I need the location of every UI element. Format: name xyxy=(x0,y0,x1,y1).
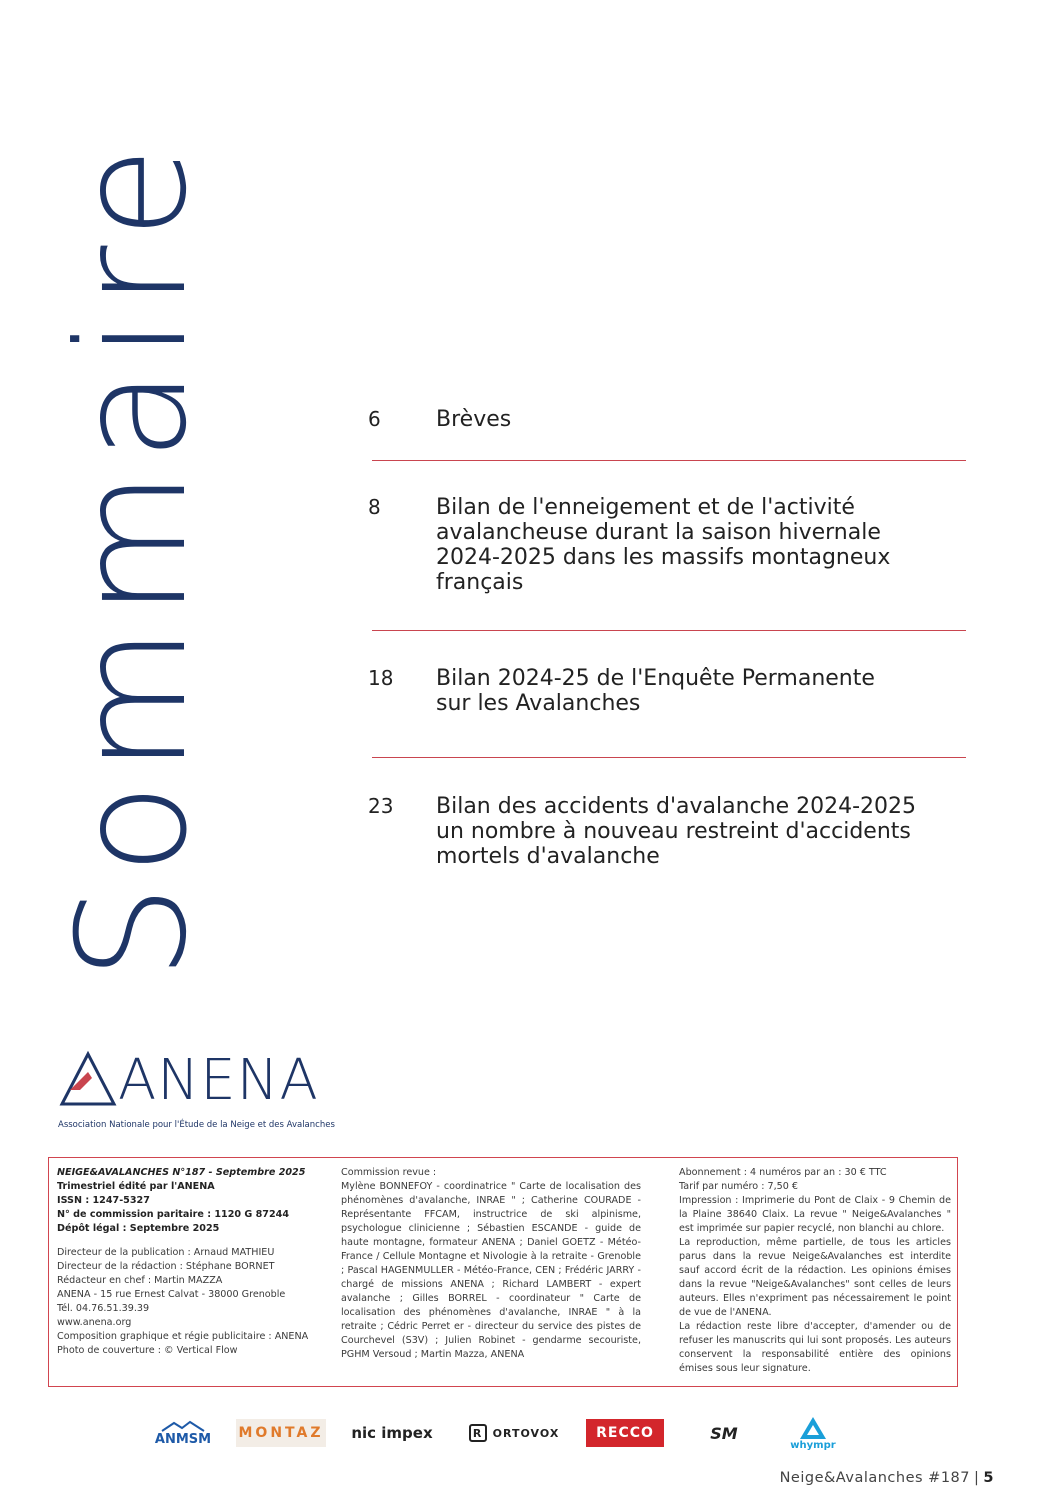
toc-entry-title xyxy=(436,666,956,716)
sm-logo: SM xyxy=(710,1423,738,1443)
recco-logo: RECCO xyxy=(586,1419,664,1447)
toc-title-line: sur les Avalanches xyxy=(436,691,641,716)
toc-page-number: 18 xyxy=(368,666,394,690)
toc-entry-title xyxy=(436,407,956,432)
colophon-line: Trimestriel édité par l'ANENA xyxy=(57,1181,215,1192)
toc-title-line: Bilan des accidents d'avalanche 2024-2025 xyxy=(436,794,917,819)
colophon-column-commission xyxy=(341,1166,641,1362)
sponsor-logos xyxy=(150,1410,850,1456)
anena-logo-mark-icon xyxy=(58,1050,118,1108)
colophon-line: Directeur de la rédaction : Stéphane BORNET xyxy=(57,1261,275,1272)
colophon-line: Abonnement : 4 numéros par an : 30 € TTC xyxy=(679,1167,887,1178)
page-number: 5 xyxy=(983,1470,994,1486)
colophon-line: Dépôt légal : Septembre 2025 xyxy=(57,1223,220,1234)
colophon-line: Photo de couverture : © Vertical Flow xyxy=(57,1345,238,1356)
montaz-logo: MONTAZ xyxy=(236,1419,326,1447)
colophon-box xyxy=(48,1157,958,1387)
colophon-line[interactable]: www.anena.org xyxy=(57,1317,132,1328)
whympr-label: whympr xyxy=(790,1439,836,1451)
toc-page-number: 23 xyxy=(368,794,394,818)
colophon-line: La reproduction, même partielle, de tous les articles parus dans la revue Neige&Avalanches est interdite sauf accord écrit de la rédaction. Les opinions émises dans la revue "Neige&Avalanches" sont celles de leurs auteurs. Elles n'expriment pas nécessairement le point de vue de l'ANENA. xyxy=(679,1237,951,1318)
toc-divider xyxy=(372,460,966,461)
logo-subtitle: Association Nationale pour l'Étude de la Neige et des Avalanches xyxy=(58,1120,335,1130)
colophon-line: Impression : Imprimerie du Pont de Claix - 9 Chemin de la Plaine 38640 Claix. La revue " Neige&Avalanches " est imprimée sur papier recyclé, non blanchi au chlore. xyxy=(679,1195,951,1234)
colophon-line: Composition graphique et régie publicitaire : ANENA xyxy=(57,1331,309,1342)
colophon-line: Tél. 04.76.51.39.39 xyxy=(57,1303,150,1314)
colophon-line: N° de commission paritaire : 1120 G 87244 xyxy=(57,1209,290,1220)
anmsm-logo xyxy=(150,1410,216,1456)
toc-title-line: 2024-2025 dans les massifs montagneux xyxy=(436,545,891,570)
anena-logo: ANENA xyxy=(118,1048,319,1113)
page-title-sommaire: Sommaire xyxy=(46,136,220,980)
toc-title-line: Bilan de l'enneigement et de l'activité xyxy=(436,495,855,520)
toc-title-line: un nombre à nouveau restreint d'accidents xyxy=(436,819,911,844)
colophon-line: La rédaction reste libre d'accepter, d'amender ou de refuser les manuscrits qui lui sont proposés. Les auteurs conservent la responsabilité entière des opinions émises sous leur signature. xyxy=(679,1321,951,1374)
footer-publication: Neige&Avalanches #187 xyxy=(779,1470,971,1486)
colophon-line: ANENA - 15 rue Ernest Calvat - 38000 Grenoble xyxy=(57,1289,286,1300)
toc-entry-title xyxy=(436,495,956,595)
toc-entry-title xyxy=(436,794,956,869)
ortovox-logo xyxy=(462,1410,566,1456)
colophon-line: Rédacteur en chef : Martin MAZZA xyxy=(57,1275,223,1286)
nic-impex-logo: nic impex xyxy=(351,1424,433,1442)
ortovox-label: ORTOVOX xyxy=(492,1426,560,1440)
toc-page-number: 8 xyxy=(368,495,381,519)
commission-members: Mylène BONNEFOY - coordinatrice " Carte de localisation des phénomènes d'avalanche, INRAE " ; Catherine COURADE - Représentante FFCAM, instructrice de ski alpinisme, psychologue clinicienne ; Sébastien ESCANDE - guide de haute montagne, formateur ANENA ; Daniel GOETZ - Météo-France / Cellule Montagne et Nivologie à la retraite - Grenoble ; Pascal HAGENMULLER - Météo-France, CEN ; Frédéric JARRY - chargé de missions ANENA ; Richard LAMBERT - expert avalanche ; Gilles BORREL - coordinateur " Carte de localisation des phénomènes d'avalanche, INRAE " à la retraite ; Cédric Perret er - directeur du service des pistes de Courchevel (S3V) ; Julien Robinet - gendarme secouriste, PGHM Versoud ; Martin Mazza, ANENA xyxy=(341,1181,641,1360)
colophon-line: ISSN : 1247-5327 xyxy=(57,1195,150,1206)
mountain-icon xyxy=(160,1420,206,1432)
anmsm-label: ANMSM xyxy=(154,1431,212,1447)
toc-title-line: Bilan 2024-25 de l'Enquête Permanente xyxy=(436,666,875,691)
page-footer: Neige&Avalanches #187 | 5 xyxy=(779,1470,994,1486)
toc-title-line: mortels d'avalanche xyxy=(436,844,660,869)
toc-divider xyxy=(372,630,966,631)
toc-title-line: Brèves xyxy=(436,407,512,432)
ortovox-mark-icon: R xyxy=(469,1424,487,1442)
colophon-line: NEIGE&AVALANCHES N°187 - Septembre 2025 xyxy=(57,1167,306,1178)
whympr-triangle-icon xyxy=(799,1416,827,1440)
toc-title-line: avalancheuse durant la saison hivernale xyxy=(436,520,881,545)
toc-divider xyxy=(372,757,966,758)
colophon-line: Directeur de la publication : Arnaud MATHIEU xyxy=(57,1247,275,1258)
toc-page-number: 6 xyxy=(368,407,381,431)
colophon-line: Tarif par numéro : 7,50 € xyxy=(679,1181,799,1192)
whympr-logo xyxy=(780,1410,846,1456)
toc-title-line: français xyxy=(436,570,524,595)
colophon-column-legal xyxy=(679,1166,951,1376)
commission-heading: Commission revue : xyxy=(341,1167,437,1178)
colophon-column-publication xyxy=(57,1166,347,1358)
